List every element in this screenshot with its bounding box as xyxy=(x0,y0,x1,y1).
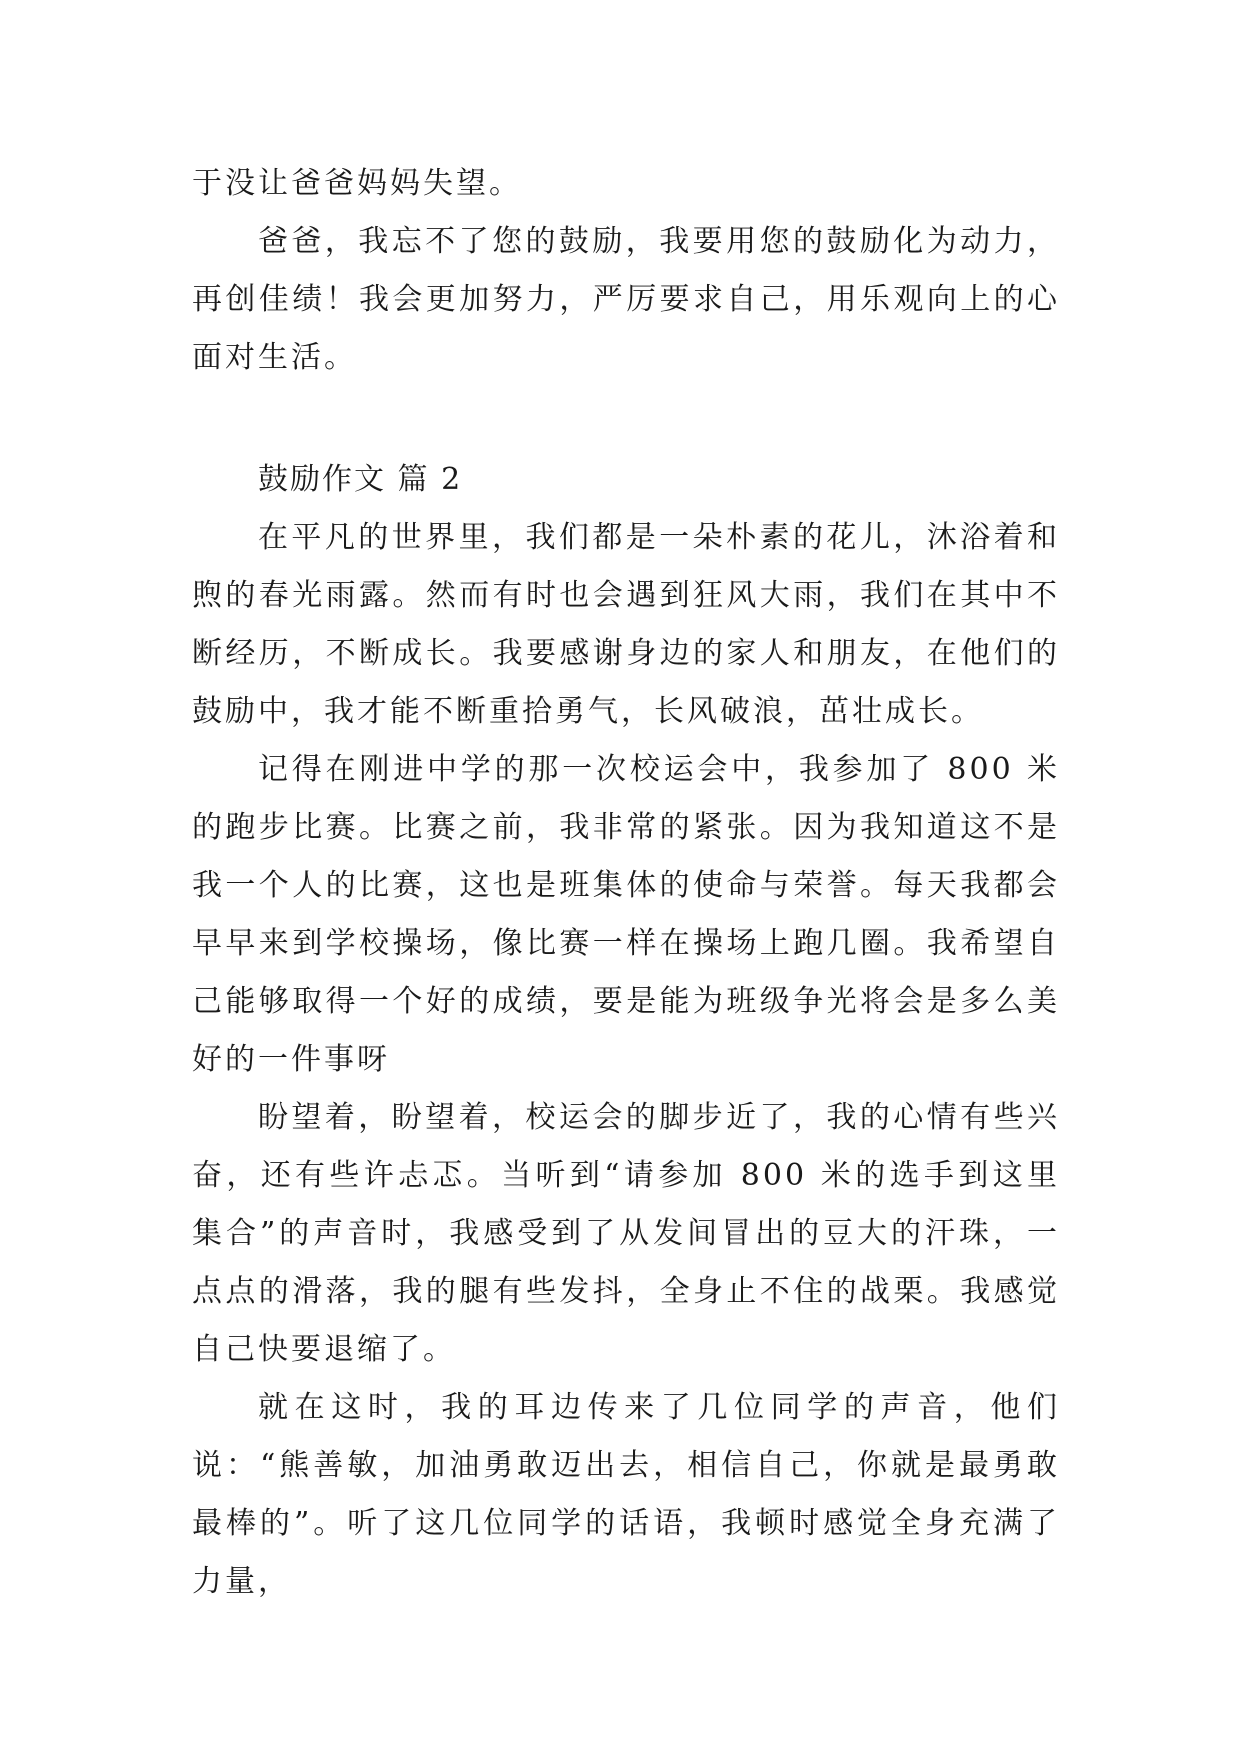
paragraph: 在平凡的世界里，我们都是一朵朴素的花儿，沐浴着和煦的春光雨露。然而有时也会遇到狂风大雨，我们在其中不断经历，不断成长。我要感谢身边的家人和朋友，在他们的鼓励中，我才能不断重拾勇气，长风破浪，茁壮成长。 xyxy=(192,520,1060,729)
document-body xyxy=(192,155,1060,1611)
paragraph: 记得在刚进中学的那一次校运会中，我参加了 800 米的跑步比赛。比赛之前，我非常的紧张。因为我知道这不是我一个人的比赛，这也是班集体的使命与荣誉。每天我都会早早来到学校操场，像比赛一样在操场上跑几圈。我希望自己能够取得一个好的成绩，要是能为班级争光将会是多么美好的一件事呀 xyxy=(192,752,1060,1077)
paragraph-continued: 于没让爸爸妈妈失望。 xyxy=(192,166,522,201)
paragraph: 就在这时，我的耳边传来了几位同学的声音，他们说：“熊善敏，加油勇敢迈出去，相信自己，你就是最勇敢最棒的”。听了这几位同学的话语，我顿时感觉全身充满了力量， xyxy=(192,1390,1060,1599)
paragraph: 盼望着，盼望着，校运会的脚步近了，我的心情有些兴奋，还有些许忐忑。当听到“请参加 800 米的选手到这里集合”的声音时，我感受到了从发间冒出的豆大的汗珠，一点点的滑落，我的腿有些发抖，全身止不住的战栗。我感觉自己快要退缩了。 xyxy=(192,1100,1060,1367)
section-heading: 鼓励作文 篇 2 xyxy=(258,462,463,497)
paragraph-closing: 爸爸，我忘不了您的鼓励，我要用您的鼓励化为动力，再创佳绩！我会更加努力，严厉要求自己，用乐观向上的心面对生活。 xyxy=(192,224,1060,375)
